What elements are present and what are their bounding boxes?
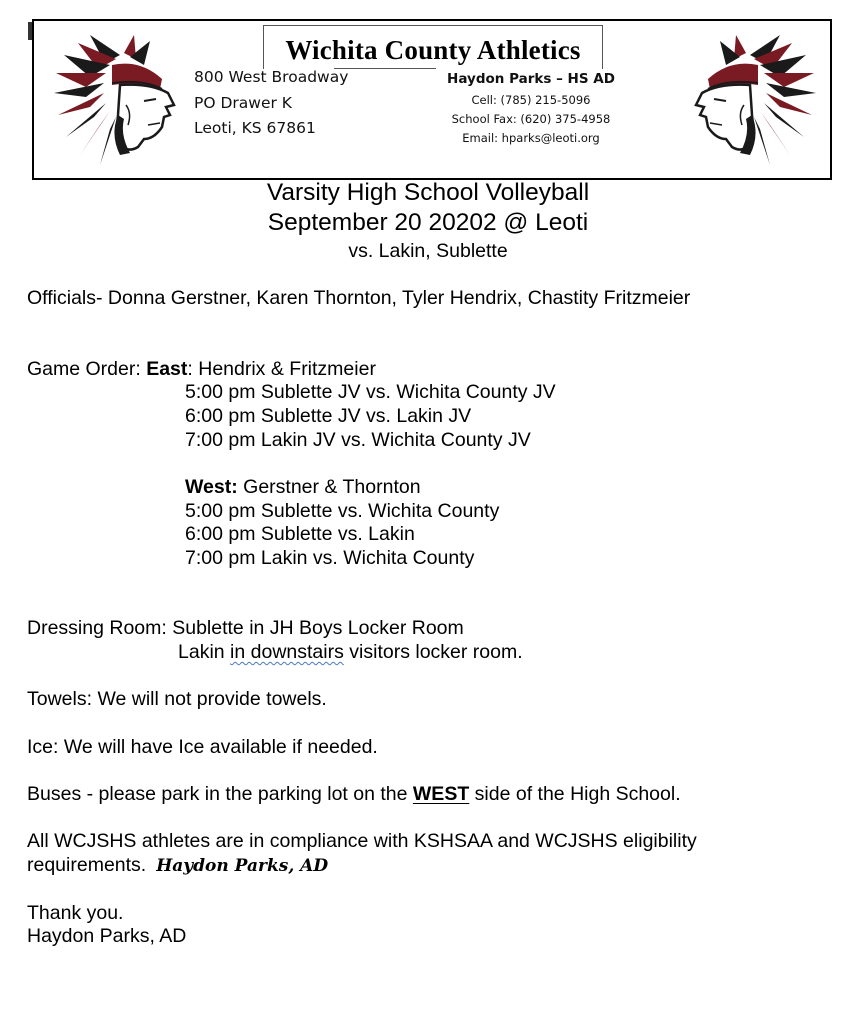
- dressing-lakin-line: [178, 640, 523, 664]
- doc-title: Varsity High School Volleyball: [266, 179, 590, 206]
- east-game-2: 6:00 pm Sublette JV vs. Lakin JV: [185, 405, 472, 427]
- east-label: East: [146, 358, 188, 380]
- east-game-3: 7:00 pm Lakin JV vs. Wichita County JV: [185, 429, 531, 451]
- west-label: West:: [185, 476, 238, 498]
- ad-fax: School Fax: (620) 375-4958: [451, 112, 611, 126]
- dressing-room-line: [27, 616, 464, 640]
- west-game-2: 6:00 pm Sublette vs. Lakin: [185, 523, 415, 545]
- ice-line: Ice: We will have Ice available if needed.: [27, 736, 378, 758]
- dressing-label: Dressing Room:: [27, 617, 173, 639]
- dressing-lakin-a: Lakin: [178, 641, 231, 663]
- east-game-1: 5:00 pm Sublette JV vs. Wichita County JV: [185, 381, 556, 403]
- doc-date-line: September 20 20202 @ Leoti: [267, 209, 589, 236]
- address-city: Leoti, KS 67861: [194, 119, 316, 137]
- east-crew: : Hendrix & Fritzmeier: [187, 358, 376, 380]
- spellcheck-underline-text: in downstairs: [230, 641, 344, 663]
- compliance-line-1: All WCJSHS athletes are in compliance with KSHSAA and WCJSHS eligibility: [27, 830, 697, 852]
- dressing-sublette: Sublette in JH Boys Locker Room: [172, 617, 464, 639]
- west-emphasis: WEST: [412, 783, 470, 805]
- west-game-3: 7:00 pm Lakin vs. Wichita County: [185, 547, 475, 569]
- ad-name: Haydon Parks – HS AD: [447, 71, 615, 87]
- west-crew: Gerstner & Thornton: [237, 476, 421, 498]
- compliance-line-2: [27, 853, 328, 878]
- buses-line: [27, 782, 681, 806]
- address-po: PO Drawer K: [194, 93, 292, 112]
- closing-name: Haydon Parks, AD: [27, 925, 187, 947]
- ad-cell: Cell: (785) 215-5096: [471, 93, 591, 107]
- handwritten-signature: Haydon Parks, AD: [156, 856, 329, 876]
- buses-text-a: Buses - please park in the parking lot on the: [27, 783, 413, 805]
- game-order-label: Game Order:: [27, 358, 147, 380]
- officials-line: Officials- Donna Gerstner, Karen Thornton, Tyler Hendrix, Chastity Fritzmeier: [27, 287, 691, 309]
- towels-line: Towels: We will not provide towels.: [27, 688, 327, 710]
- buses-text-c: side of the High School.: [469, 783, 681, 805]
- west-line: [185, 475, 421, 499]
- org-name: Wichita County Athletics: [285, 35, 581, 65]
- game-order-east-line: [27, 357, 376, 381]
- thank-you: Thank you.: [27, 902, 124, 924]
- ad-email: Email: hparks@leoti.org: [462, 131, 600, 145]
- west-game-1: 5:00 pm Sublette vs. Wichita County: [185, 500, 500, 522]
- doc-opponents: vs. Lakin, Sublette: [348, 240, 508, 262]
- address-street: 800 West Broadway: [194, 68, 349, 86]
- compliance-requirements: requirements.: [27, 854, 147, 876]
- dressing-lakin-c: visitors locker room.: [343, 641, 523, 663]
